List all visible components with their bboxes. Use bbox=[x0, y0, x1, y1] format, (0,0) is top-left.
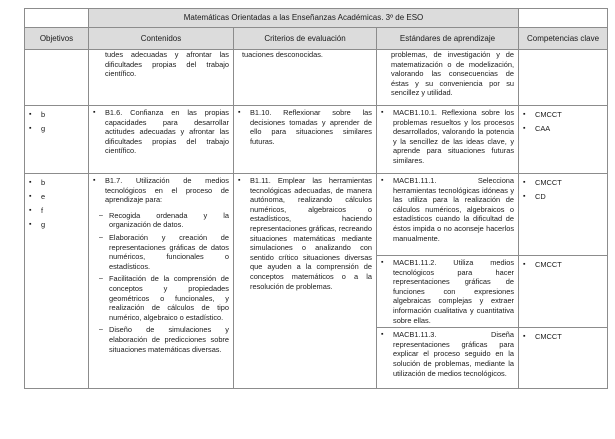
cell-criterios: tuaciones desconocidas. bbox=[234, 50, 377, 106]
objetivo: b bbox=[41, 178, 46, 187]
estandar-macb1113: MACB1.11.3. Diseña representaciones gráficas para explicar el proceso seguido en la solución de problemas, mediante la utilización de medios tecnológicos. bbox=[393, 330, 515, 378]
cell-estandares: ▪ MACB1.10.1. Reflexiona sobre los problemas resueltos y los procesos desarrollados, valorando la potencia y la sencillez de las ideas clave, y aprende para situaciones futuras similares. bbox=[377, 106, 519, 174]
cell-criterios: ▪ B1.11. Emplear las herramientas tecnológicas adecuadas, de manera autónoma, realizando cálculos numéricos, algebraicos o estadísticos, haciendo representaciones gráficas, recreando situaciones matemáticas mediante simulaciones o analizando con sentido crítico situaciones diversas que ayuden a la comprensión de conceptos matemáticos o a la resolución de problemas. bbox=[234, 174, 377, 389]
contenido-subitem: Recogida ordenada y la organización de datos. bbox=[109, 210, 229, 230]
cell-objetivos: ▪ b ▪ e ▪ f ▪ g bbox=[25, 174, 89, 389]
objetivo: f bbox=[41, 206, 44, 215]
cell-competencias: ▪ CMCCT bbox=[519, 328, 608, 389]
table-row-b16 bbox=[25, 106, 608, 174]
cell-estandares: ▪ MACB1.11.2. Utiliza medios tecnológicos para hacer representaciones gráficas de funciones con expresiones algebraicas complejas y extraer información cualitativa y cuantitativa sobre ellas. bbox=[377, 256, 519, 328]
title-blank-cell-right bbox=[519, 9, 608, 28]
title-blank-cell bbox=[25, 9, 89, 28]
cell-estandares: ▪ MACB1.11.3. Diseña representaciones gráficas para explicar el proceso seguido en la solución de problemas, mediante la utilización de medios tecnológicos. bbox=[377, 328, 519, 389]
cell-contenidos: ▪ B1.7. Utilización de medios tecnológicos en el proceso de aprendizaje para: – Recogida ordenada y la organización de datos. – Elaboración y creación de representaciones gráficas de datos numéricos, funcionales o estadísticos. – Facilitación de la comprensión de conceptos y propiedades geométricos o funcionales, y realización de cálculos de tipo numérico, algebraico o estadístico. – Diseño de simulaciones y elaboración de predicciones sobre situaciones matemáticas diversas. bbox=[89, 174, 234, 389]
criterio-b111: B1.11. Emplear las herramientas tecnológicas adecuadas, de manera autónoma, realizando cálculos numéricos, algebraicos o estadísticos, haciendo representaciones gráficas, recreando situaciones matemáticas mediante simulaciones o analizando con sentido crítico situaciones diversas que ayuden a la comprensión de conceptos matemáticos o a la resolución de problemas. bbox=[250, 176, 373, 291]
curriculum-table-page bbox=[24, 8, 607, 389]
curriculum-table bbox=[24, 8, 608, 389]
objetivo: g bbox=[41, 124, 46, 133]
competencia: CD bbox=[535, 192, 546, 201]
header-criterios: Criterios de evaluación bbox=[234, 28, 377, 50]
competencia: CMCCT bbox=[535, 178, 562, 187]
header-estandares: Estándares de aprendizaje bbox=[377, 28, 519, 50]
contenido-subitem: Facilitación de la comprensión de conceptos y propiedades geométricos o funcionales, y realización de cálculos de tipo numérico, algebraico o estadístico. bbox=[109, 274, 229, 322]
contenido-subitem: Elaboración y creación de representaciones gráficas de datos numéricos, funcionales o estadísticos. bbox=[109, 232, 229, 271]
contenido-subitem: Diseño de simulaciones y elaboración de predicciones sobre situaciones matemáticas diversas. bbox=[109, 325, 229, 354]
header-row bbox=[25, 28, 608, 50]
cell-contenidos: ▪ B1.6. Confianza en las propias capacidades para desarrollar actitudes adecuadas y afrontar las dificultades propias del trabajo científico. bbox=[89, 106, 234, 174]
estandar-macb1112: MACB1.11.2. Utiliza medios tecnológicos para hacer representaciones gráficas de funciones con expresiones algebraicas complejas y extraer información cualitativa y cuantitativa sobre ellas. bbox=[393, 258, 515, 325]
header-contenidos: Contenidos bbox=[89, 28, 234, 50]
competencia: CAA bbox=[535, 124, 551, 133]
table-title-row bbox=[25, 9, 608, 28]
competencia: CMCCT bbox=[535, 332, 562, 342]
objetivo: e bbox=[41, 192, 46, 201]
contenido-b16: B1.6. Confianza en las propias capacidades para desarrollar actitudes adecuadas y afrontar las dificultades propias del trabajo científico. bbox=[105, 108, 229, 156]
objetivo: g bbox=[41, 220, 46, 229]
objetivo: b bbox=[41, 110, 46, 119]
cell-objetivos bbox=[25, 50, 89, 106]
cell-criterios: ▪ B1.10. Reflexionar sobre las decisiones tomadas y aprender de ello para situaciones similares futuras. bbox=[234, 106, 377, 174]
header-competencias: Competencias clave bbox=[519, 28, 608, 50]
cell-contenidos: tudes adecuadas y afrontar las dificultades propias del trabajo científico. bbox=[89, 50, 234, 106]
cell-competencias: ▪ CMCCT bbox=[519, 256, 608, 328]
competencia: CMCCT bbox=[535, 260, 562, 269]
table-row-b17 bbox=[25, 174, 608, 256]
cell-competencias: ▪ CMCCT ▪ CD bbox=[519, 174, 608, 256]
cell-competencias bbox=[519, 50, 608, 106]
cell-estandares: problemas, de investigación y de matematización o de modelización, valorando las consecuencias de éstas y su conveniencia por su sencillez y utilidad. bbox=[377, 50, 519, 106]
criterio-b110: B1.10. Reflexionar sobre las decisiones tomadas y aprender de ello para situaciones similares futuras. bbox=[250, 108, 372, 146]
competencia: CMCCT bbox=[535, 110, 562, 119]
estandar-macb1111: MACB1.11.1. Selecciona herramientas tecnológicas idóneas y las utiliza para la realización de cálculos numéricos, algebraicos o estadísticos cuando la dificultad de éstos impida o no aconseje hacerlos manualmente. bbox=[393, 176, 515, 243]
cell-competencias: ▪ CMCCT ▪ CAA bbox=[519, 106, 608, 174]
table-title: Matemáticas Orientadas a las Enseñanzas Académicas. 3º de ESO bbox=[89, 9, 519, 28]
contenido-b17-intro: B1.7. Utilización de medios tecnológicos en el proceso de aprendizaje para: bbox=[105, 176, 229, 205]
cell-objetivos: ▪ b ▪ g bbox=[25, 106, 89, 174]
cell-estandares: ▪ MACB1.11.1. Selecciona herramientas tecnológicas idóneas y las utiliza para la realización de cálculos numéricos, algebraicos o estadísticos cuando la dificultad de éstos impida o no aconseje hacerlos manualmente. bbox=[377, 174, 519, 256]
table-row-continued bbox=[25, 50, 608, 106]
estandar-macb1101: MACB1.10.1. Reflexiona sobre los problemas resueltos y los procesos desarrollados, valorando la potencia y la sencillez de las ideas clave, y aprende para situaciones futuras similares. bbox=[393, 108, 515, 165]
header-objetivos: Objetivos bbox=[25, 28, 89, 50]
